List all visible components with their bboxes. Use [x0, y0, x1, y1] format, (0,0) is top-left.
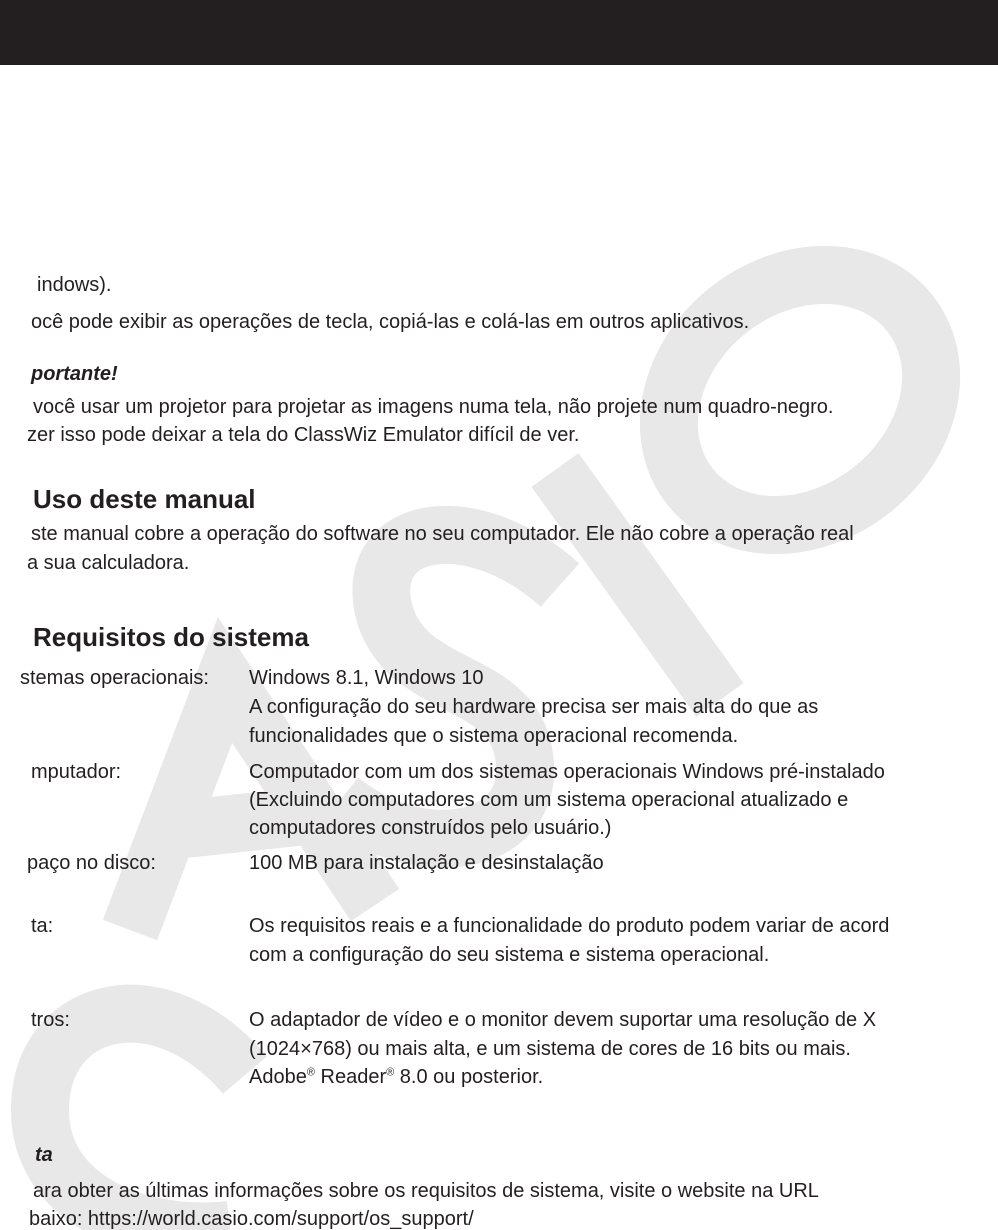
requirements-heading: Requisitos do sistema — [33, 622, 309, 652]
registered-mark: ® — [306, 1066, 315, 1079]
disk-line-1: 100 MB para instalação e desinstalação — [249, 852, 604, 874]
intro-line-2: ocê pode exibir as operações de tecla, copiá-las e colá-las em outros aplicativos. — [31, 311, 750, 333]
important-line-2: zer isso pode deixar a tela do ClassWiz Emulator difícil de ver. — [27, 424, 580, 446]
important-line-1: você usar um projetor para projetar as imagens numa tela, não projete num quadro-negro. — [33, 396, 834, 418]
computer-line-3: computadores construídos pelo usuário.) — [249, 817, 612, 839]
others-line-3 — [249, 1067, 543, 1087]
os-label: stemas operacionais: — [20, 667, 209, 689]
os-line-3: funcionalidades que o sistema operacional recomenda. — [249, 725, 739, 747]
others-line-2: (1024×768) ou mais alta, e um sistema de cores de 16 bits ou mais. — [249, 1038, 851, 1060]
note-label: ta: — [31, 915, 54, 937]
disk-label: paço no disco: — [27, 852, 156, 874]
header-bar — [0, 0, 998, 65]
version-text: 8.0 ou posterior. — [394, 1066, 544, 1088]
note-line-2: com a configuração do seu sistema e sistema operacional. — [249, 944, 770, 966]
registered-mark-2: ® — [386, 1066, 395, 1079]
computer-line-2: (Excluindo computadores com um sistema operacional atualizado e — [249, 789, 849, 811]
others-line-1: O adaptador de vídeo e o monitor devem suportar uma resolução de X — [249, 1009, 877, 1031]
computer-line-1: Computador com um dos sistemas operacionais Windows pré-instalado — [249, 761, 885, 783]
note-line-1: Os requisitos reais e a funcionalidade do produto podem variar de acord — [249, 915, 890, 937]
manual-line-2: a sua calculadora. — [27, 552, 190, 574]
others-label: tros: — [31, 1009, 70, 1031]
reader-text: Reader — [314, 1066, 387, 1088]
important-title: portante! — [31, 363, 118, 385]
os-line-2: A configuração do seu hardware precisa ser mais alta do que as — [249, 696, 819, 718]
intro-line-1: indows). — [37, 274, 112, 296]
footnote-title: ta — [35, 1144, 53, 1166]
footnote-line-2: baixo: https://world.casio.com/support/os_support/ — [29, 1208, 474, 1230]
manual-line-1: ste manual cobre a operação do software no seu computador. Ele não cobre a operação real — [31, 523, 854, 545]
os-line-1: Windows 8.1, Windows 10 — [249, 667, 484, 689]
footnote-line-1: ara obter as últimas informações sobre os requisitos de sistema, visite o website na URL — [33, 1180, 819, 1202]
adobe-text: Adobe — [249, 1066, 307, 1088]
manual-heading: Uso deste manual — [33, 484, 256, 514]
computer-label: mputador: — [31, 761, 122, 783]
